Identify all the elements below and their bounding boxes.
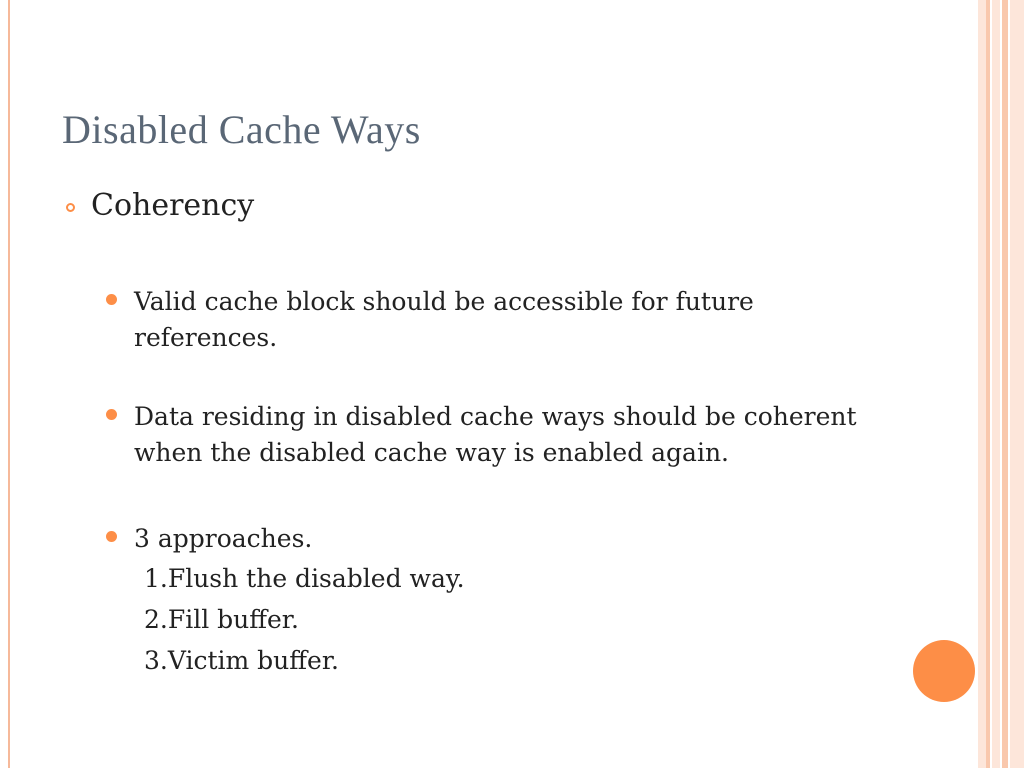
right-stripe-1	[978, 0, 986, 768]
left-border-line	[8, 0, 10, 768]
right-stripe-4	[1002, 0, 1008, 768]
approach-item: 1.Flush the disabled way.	[144, 564, 465, 593]
approach-item: 2.Fill buffer.	[144, 605, 299, 634]
sub-bullet-text: Valid cache block should be accessible for future references.	[134, 287, 754, 352]
right-stripe-3	[992, 0, 1000, 768]
sub-bullet-text: Data residing in disabled cache ways should be coherent when the disabled cache way is enabled again.	[134, 402, 857, 467]
right-stripe-5	[1010, 0, 1024, 768]
accent-circle	[913, 640, 975, 702]
approach-item: 3.Victim buffer.	[144, 646, 339, 675]
main-bullet-item	[66, 188, 254, 223]
sub-bullet-item	[106, 521, 896, 557]
dot-bullet-icon	[106, 531, 117, 542]
sub-bullet-item	[106, 284, 896, 356]
dot-bullet-icon	[106, 409, 117, 420]
sub-bullet-item	[106, 399, 896, 471]
ring-bullet-icon	[66, 203, 75, 212]
dot-bullet-icon	[106, 294, 117, 305]
main-bullet-text: Coherency	[91, 188, 255, 223]
slide-title: Disabled Cache Ways	[62, 107, 421, 152]
right-stripe-2	[986, 0, 990, 768]
sub-bullet-text: 3 approaches.	[134, 524, 313, 553]
